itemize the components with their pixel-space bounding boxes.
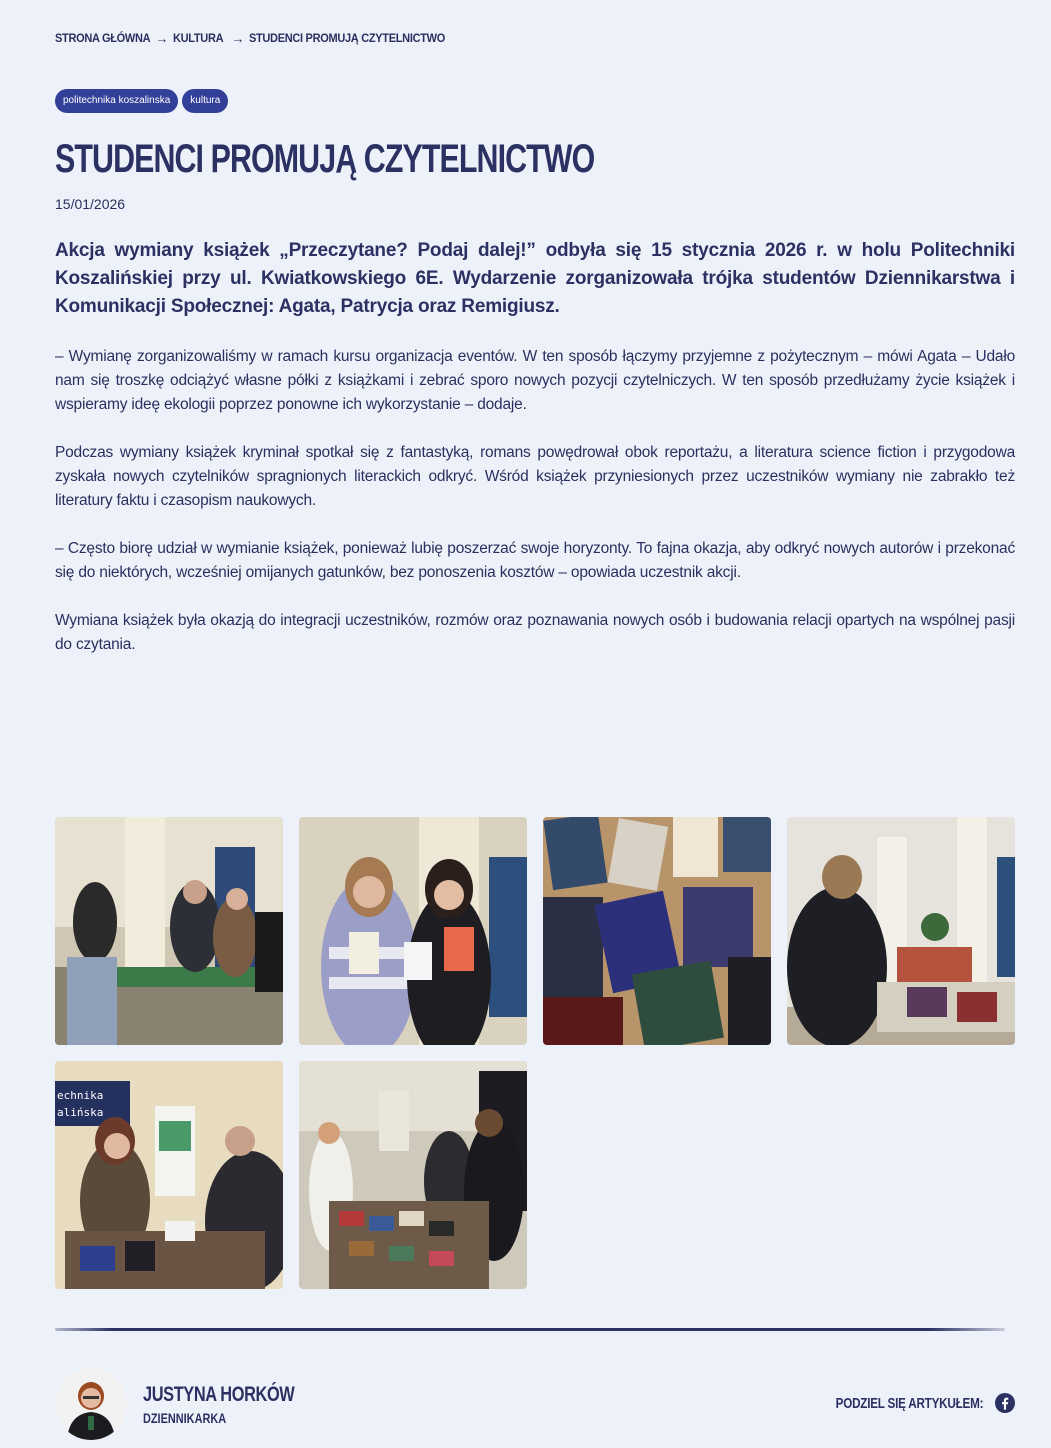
tag-kultura[interactable]: kultura bbox=[182, 89, 228, 113]
breadcrumb-current: STUDENCI PROMUJĄ CZYTELNICTWO bbox=[248, 32, 445, 45]
article-paragraph: – Często biorę udział w wymianie książek, ponieważ lubię poszerzać swoje horyzonty. To fajna okazja, aby odkryć nowych autorów i przekonać się do niektórych, wcześniej omijanych gatunków, bez ponoszenia kosztów – opowiada uczestnik akcji. bbox=[55, 540, 1015, 581]
svg-text:alińska: alińska bbox=[57, 1106, 104, 1119]
article-paragraph: Wymiana książek była okazją do integracji uczestników, rozmów oraz poznawania nowych osób i budowania relacji opartych na wspólnej pasji do czytania. bbox=[55, 612, 1015, 653]
article-lead: Akcja wymiany książek „Przeczytane? Podaj dalej!” odbyła się 15 stycznia 2026 r. w holu Politechniki Koszalińskiej przy ul. Kwiatkowskiego 6E. Wydarzenie zorganizowała trójka studentów Dziennikarstwa i Komunikacji Społecznej: Agata, Patrycja oraz Remigiusz. bbox=[55, 240, 1015, 317]
section-divider bbox=[55, 1328, 1005, 1331]
gallery-photo-5[interactable] bbox=[55, 1061, 283, 1289]
breadcrumb-home-link[interactable]: STRONA GŁÓWNA bbox=[55, 32, 151, 45]
article-paragraph: Podczas wymiany książek kryminał spotkał się z fantastyką, romans powędrował obok reportażu, a literatura science fiction i przygodowa zyskała nowych czytelników spragnionych literackich odkryć. Wśród książek przyniesionych przez uczestników wymiany nie zabrakło też literatury faktu i czasopism naukowych. bbox=[55, 444, 1015, 509]
breadcrumb bbox=[55, 31, 445, 47]
author-role: DZIENNIKARKA bbox=[143, 1409, 227, 1426]
publish-date: 15/01/2026 bbox=[55, 196, 126, 212]
arrow-right-icon: → bbox=[231, 30, 244, 47]
author-block bbox=[55, 1368, 337, 1440]
share-label: PODZIEL SIĘ ARTYKUŁEM: bbox=[835, 1394, 983, 1412]
tag-politechnika-koszalinska[interactable]: politechnika koszalinska bbox=[55, 89, 178, 113]
svg-text:echnika: echnika bbox=[57, 1089, 104, 1102]
share-block bbox=[794, 1393, 1015, 1413]
avatar bbox=[55, 1368, 127, 1440]
arrow-right-icon: → bbox=[155, 30, 168, 47]
author-text bbox=[143, 1383, 337, 1426]
tag-list bbox=[55, 89, 228, 113]
gallery-photo-1[interactable] bbox=[55, 817, 283, 1045]
gallery-photo-4[interactable] bbox=[787, 817, 1015, 1045]
gallery-photo-3[interactable] bbox=[543, 817, 771, 1045]
gallery-photo-2[interactable] bbox=[299, 817, 527, 1045]
author-name[interactable]: JUSTYNA HORKÓW bbox=[143, 1382, 295, 1406]
article-paragraph: – Wymianę zorganizowaliśmy w ramach kursu organizacja eventów. W ten sposób łączymy przyjemne z pożytecznym – mówi Agata – Udało nam się troszkę odciążyć własne półki z książkami i zebrać sporo nowych pozycji czytelniczych. W ten sposób przedłużamy życie książek i wspieramy ideę ekologii poprzez ponowne ich wykorzystanie – dodaje. bbox=[55, 348, 1015, 413]
facebook-icon[interactable] bbox=[995, 1393, 1015, 1413]
breadcrumb-section-link[interactable]: KULTURA bbox=[173, 32, 224, 45]
gallery-photo-6[interactable] bbox=[299, 1061, 527, 1289]
page-title: STUDENCI PROMUJĄ CZYTELNICTWO bbox=[55, 137, 595, 181]
